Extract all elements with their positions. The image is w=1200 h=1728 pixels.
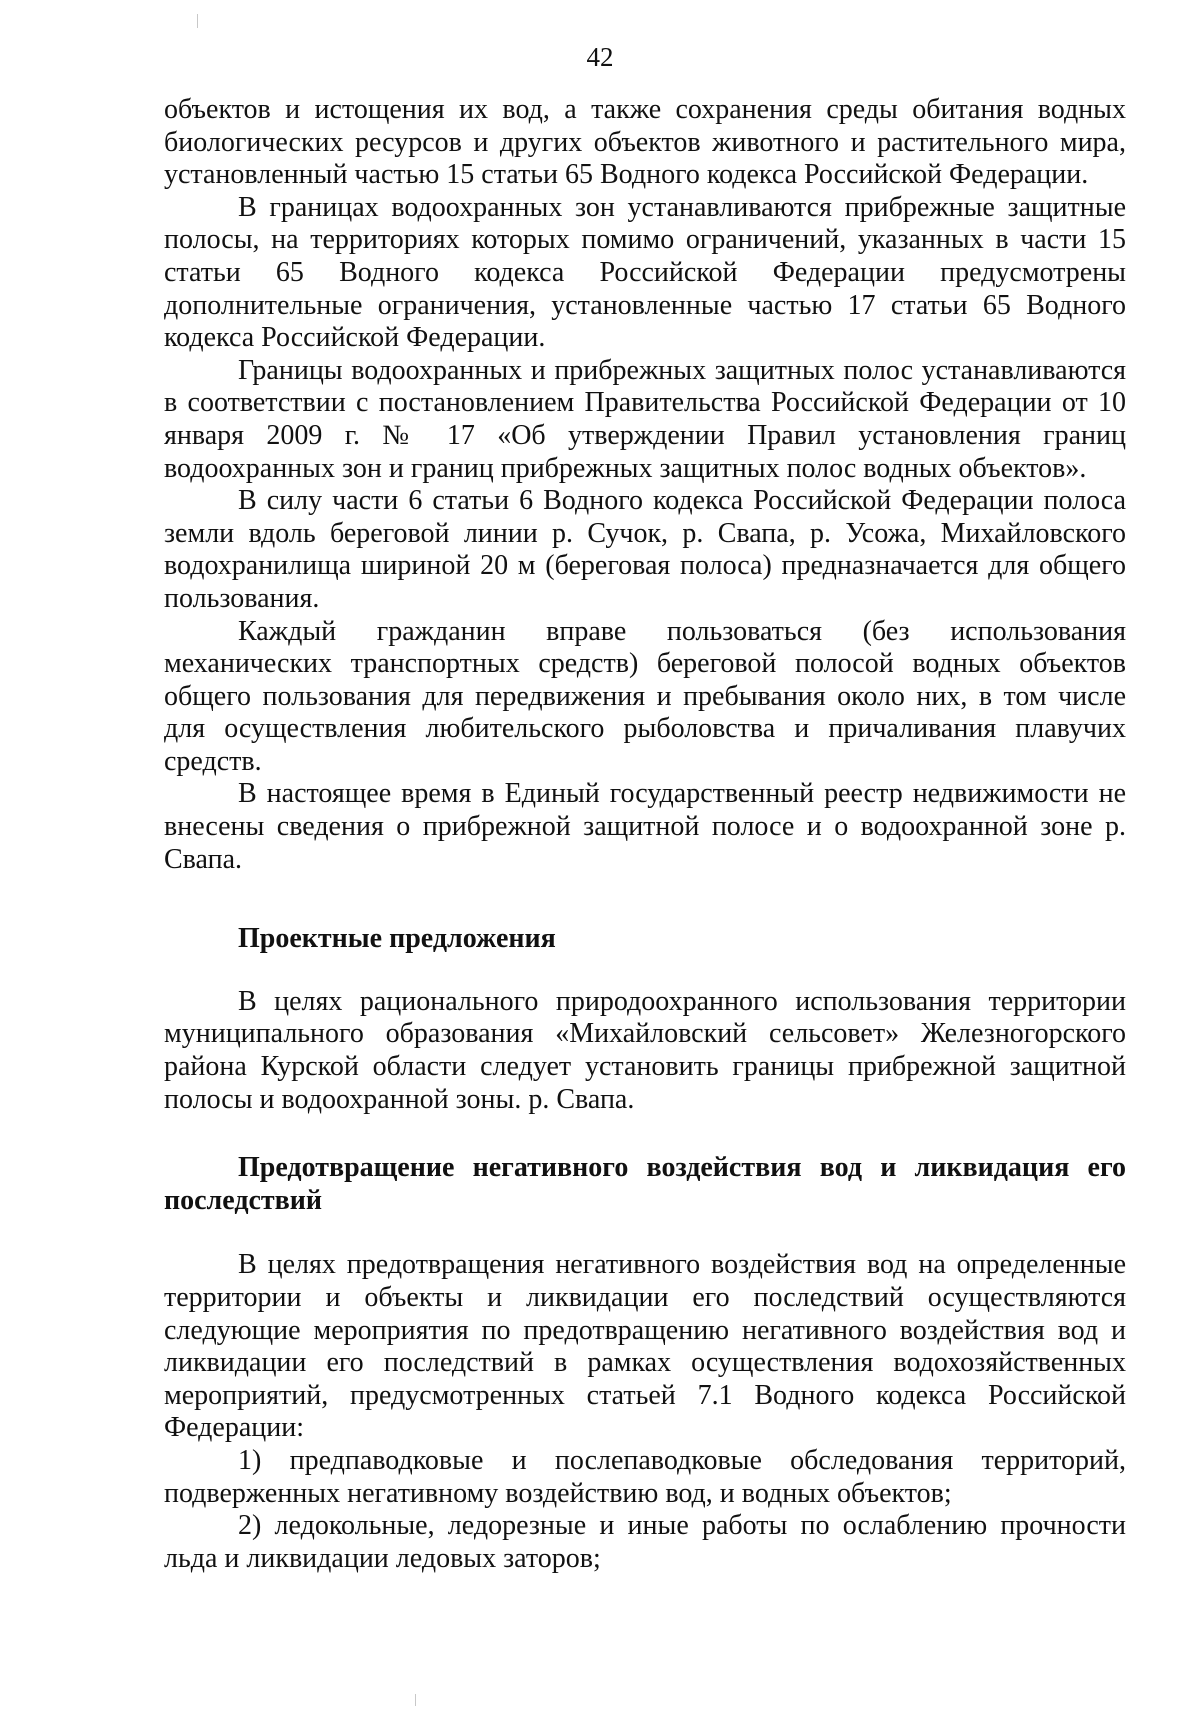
section-heading-proposals: Проектные предложения: [238, 923, 556, 955]
scan-mark-top: [197, 14, 198, 28]
spacer: [164, 1116, 1126, 1152]
paragraph-continuation: объектов и истощения их вод, а также сохранения среды обитания водных биологических ресурсов и других объектов животного и растительного мира, установленный частью 15 статьи 65 Водного кодекса Российской Федерации.: [164, 94, 1126, 191]
list-item: 1) предпаводковые и послепаводковые обследования территорий, подверженных негативному воздействию вод, и водных объектов;: [164, 1444, 1126, 1509]
paragraph-registry: В настоящее время в Единый государственный реестр недвижимости не внесены сведения о прибрежной защитной полосе и о водоохранной зоне р. Свапа.: [164, 778, 1126, 875]
spacer: [164, 956, 1126, 986]
paragraph-public-use: Каждый гражданин вправе пользоваться (без использования механических транспортных средств) береговой полосой водных объектов общего пользования для передвижения и пребывания около них, в том числе для осуществления любительского рыболовства и причаливания плавучих средств.: [164, 615, 1126, 777]
spacer: [164, 1217, 1126, 1249]
list-item: 2) ледокольные, ледорезные и иные работы по ослаблению прочности льда и ликвидации ледовых заторов;: [164, 1510, 1126, 1574]
paragraph-protective-strips: В границах водоохранных зон устанавливаются прибрежные защитные полосы, на территориях которых помимо ограничений, указанных в части 15 статьи 65 Водного кодекса Российской Федерации предусмотрены дополнительные ограничения, установленные частью 17 статьи 65 Водного кодекса Российской Федерации.: [164, 191, 1126, 354]
scan-mark-bottom: [415, 1694, 416, 1706]
document-body: [164, 94, 1126, 1575]
paragraph-prevention-intro: В целях предотвращения негативного воздействия вод на определенные территории и объекты и ликвидации его последствий осуществляются следующие мероприятия по предотвращению негативного воздействия вод и ликвидации его последствий в рамках осуществления водохозяйственных мероприятий, предусмотренных статьей 7.1 Водного кодекса Российской Федерации:: [164, 1249, 1126, 1444]
paragraph-boundaries: Границы водоохранных и прибрежных защитных полос устанавливаются в соответствии с постановлением Правительства Российской Федерации от 10 января 2009 г. № 17 «Об утверждении Правил установления границ водоохранных зон и границ прибрежных защитных полос водных объектов».: [164, 354, 1126, 484]
page-number: 42: [586, 42, 614, 72]
section-heading-prevention: Предотвращение негативного воздействия вод и ликвидация его последствий: [164, 1152, 1126, 1216]
spacer: [164, 876, 1126, 923]
paragraph-shoreline: В силу части 6 статьи 6 Водного кодекса Российской Федерации полоса земли вдоль береговой линии р. Сучок, р. Свапа, р. Усожа, Михайловского водохранилища шириной 20 м (береговая полоса) предназначается для общего пользования.: [164, 485, 1126, 614]
paragraph-proposals: В целях рационального природоохранного использования территории муниципального образования «Михайловский сельсовет» Железногорского района Курской области следует установить границы прибрежной защитной полосы и водоохранной зоны. р. Свапа.: [164, 985, 1126, 1115]
